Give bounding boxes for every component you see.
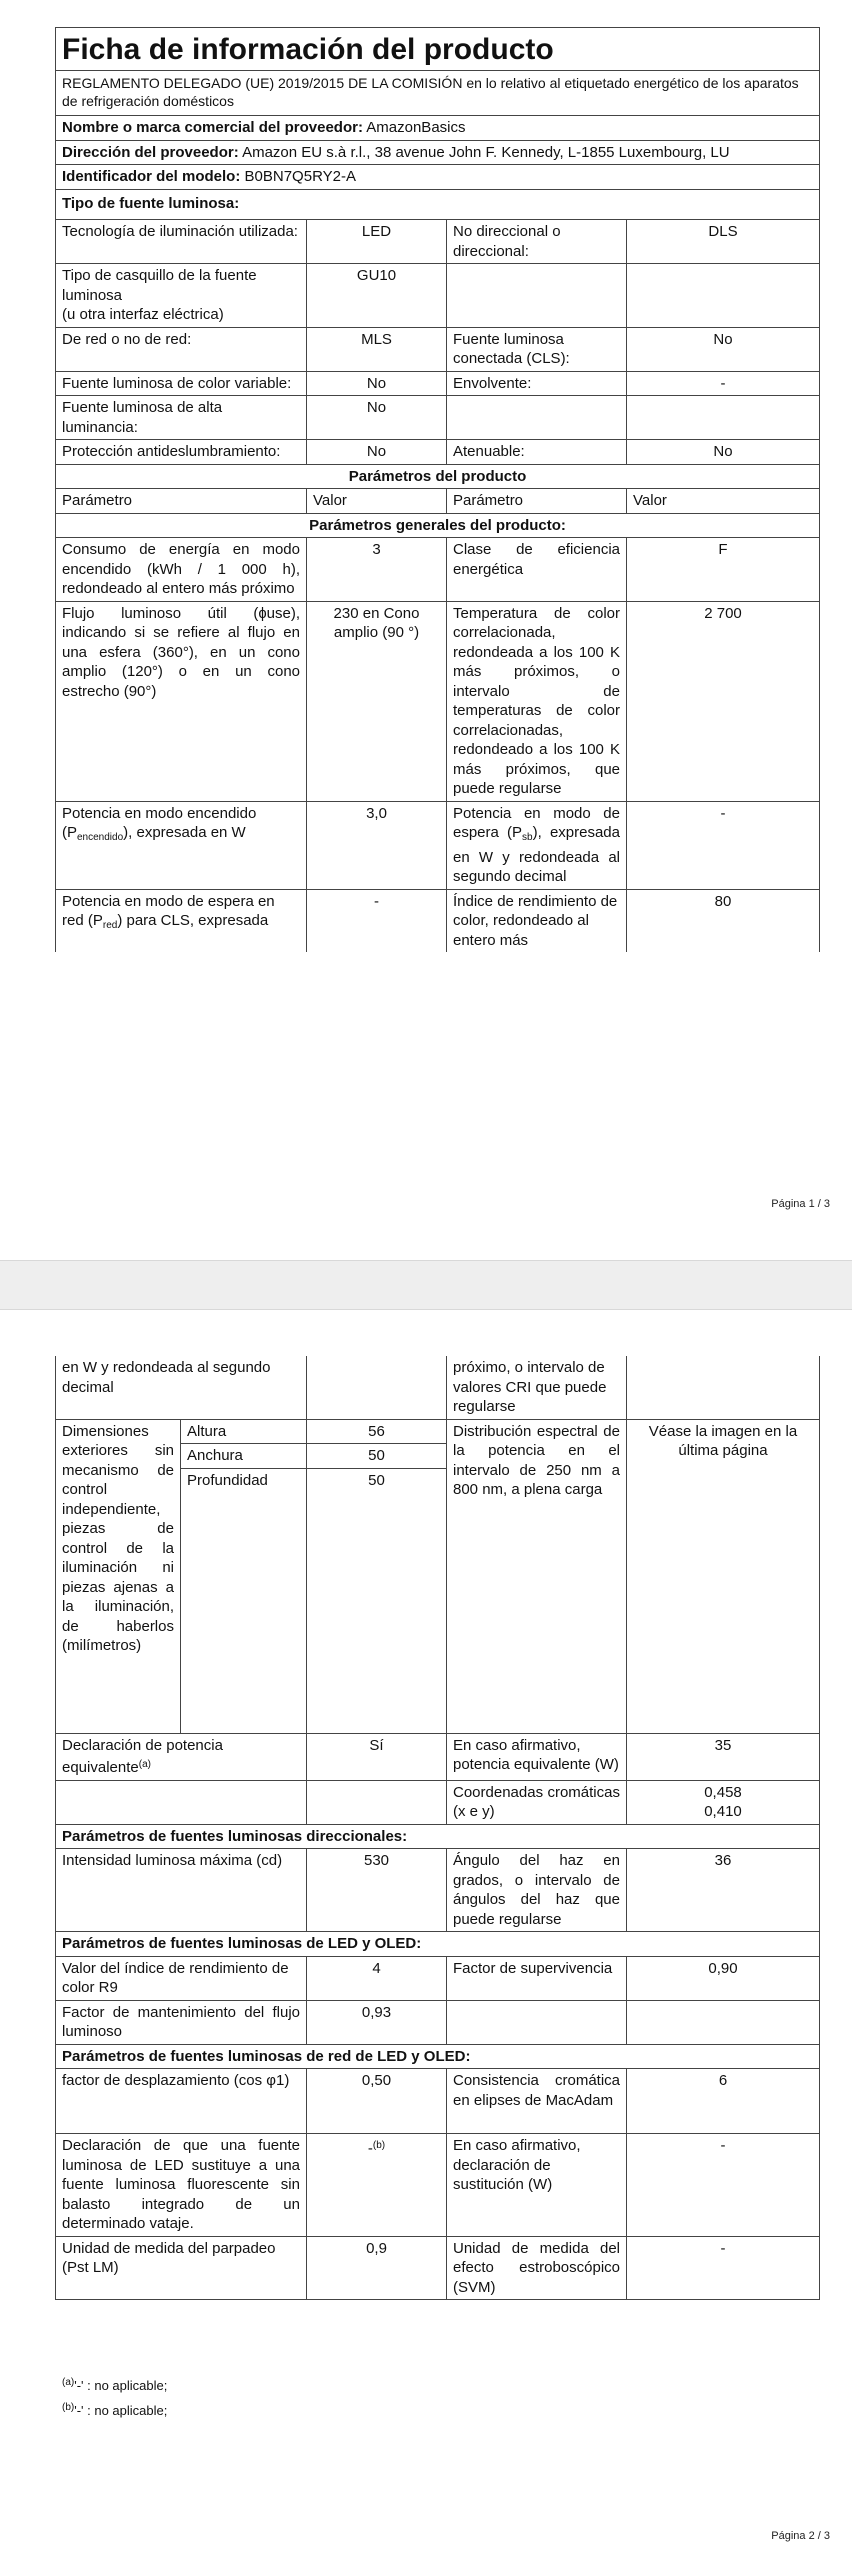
r9-label: Valor del índice de rendimiento de color R9 [56, 1956, 307, 2000]
light-source-type-heading: Tipo de fuente luminosa: [56, 189, 820, 220]
type-row [56, 220, 820, 264]
standby-value: - [627, 801, 820, 889]
col-header-param: Parámetro [56, 489, 307, 514]
type-label-1: Protección antideslumbramiento: [56, 440, 307, 465]
chromaticity-y: 0,410 [704, 1803, 742, 1820]
cri-label: Índice de rendimiento de color, redondeado al entero más [447, 889, 627, 952]
power-on-label-post: ), expresada en W [123, 824, 246, 841]
footnote-b [62, 2398, 167, 2421]
type-label-2: No direccional o direccional: [447, 220, 627, 264]
type-label-1: Fuente luminosa de color variable: [56, 371, 307, 396]
displacement-factor-value: 0,50 [307, 2069, 447, 2134]
color-consistency-label: Consistencia cromática en elipses de MacAdam [447, 2069, 627, 2134]
product-params-heading: Parámetros del producto [56, 464, 820, 489]
product-info-table-part2 [55, 1356, 820, 2300]
footnote-a-mark: (a) [62, 2377, 75, 2388]
replacement-claim-dash: - [367, 2140, 373, 2157]
network-standby-label [56, 889, 307, 952]
standby-label [447, 801, 627, 889]
type-value-1: LED [307, 220, 447, 264]
cap-type-label-extra: (u otra interfaz eléctrica) [62, 306, 224, 323]
supplier-name-label: Nombre o marca comercial del proveedor: [62, 119, 363, 136]
spectral-distribution-value: Véase la imagen en la última página [627, 1419, 820, 1733]
efficiency-class-label: Clase de eficiencia energética [447, 538, 627, 602]
equivalent-power-w-value: 35 [627, 1733, 820, 1780]
r9-value: 4 [307, 1956, 447, 2000]
directional-row [56, 1849, 820, 1932]
type-label-1: De red o no de red: [56, 327, 307, 371]
dimension-value: 50 [307, 1468, 447, 1733]
type-label-2 [447, 396, 627, 440]
cri-value: 80 [627, 889, 820, 952]
directional-heading: Parámetros de fuentes luminosas direccionales: [56, 1824, 820, 1849]
chromaticity-value [627, 1780, 820, 1824]
type-value-2: DLS [627, 220, 820, 264]
lumen-maintenance-label: Factor de mantenimiento del flujo luminoso [56, 2000, 307, 2044]
type-row [56, 264, 820, 328]
page-separator [0, 1260, 852, 1310]
flicker-label: Unidad de medida del parpadeo (Pst LM) [56, 2236, 307, 2300]
type-row [56, 440, 820, 465]
model-row [56, 165, 820, 190]
led-row [56, 1956, 820, 2000]
equivalent-power-row [56, 1733, 820, 1780]
beam-angle-value: 36 [627, 1849, 820, 1932]
luminous-flux-value: 230 en Cono amplio (90 °) [307, 601, 447, 801]
type-value-1: GU10 [307, 264, 447, 328]
power-on-value: 3,0 [307, 801, 447, 889]
equivalent-power-label [56, 1733, 307, 1780]
equivalent-power-text: Declaración de potencia equivalente [62, 1736, 223, 1776]
mains-row [56, 2236, 820, 2300]
dimension-value: 56 [307, 1419, 447, 1444]
mains-led-heading: Parámetros de fuentes luminosas de red de LED y OLED: [56, 2044, 820, 2069]
footnote-b-text: '-' : no aplicable; [74, 2403, 168, 2418]
model-label: Identificador del modelo: [62, 168, 241, 185]
network-standby-label-post: ) para CLS, expresada [117, 912, 269, 929]
spectral-distribution-label: Distribución espectral de la potencia en el intervalo de 250 nm a 800 nm, a plena carga [447, 1419, 627, 1733]
footnote-b-mark: (b) [62, 2402, 75, 2413]
luminous-flux-label: Flujo luminoso útil (ɸuse), indicando si se refiere al flujo en una esfera (360°), en un cono amplio (120°) o en un cono estrecho (90°) [56, 601, 307, 801]
survival-factor-value: 0,90 [627, 1956, 820, 2000]
stroboscopic-value: - [627, 2236, 820, 2300]
standby-label-pre: Potencia en modo de espera (P [453, 804, 620, 841]
network-standby-subscript: red [102, 920, 118, 931]
mains-row [56, 2134, 820, 2237]
power-on-subscript: encendido [77, 832, 124, 843]
chromaticity-row [56, 1780, 820, 1824]
supplier-name-row [56, 116, 820, 141]
supplier-address-value: Amazon EU s.à r.l., 38 avenue John F. Kennedy, L-1855 Luxembourg, LU [242, 143, 730, 161]
stroboscopic-label: Unidad de medida del efecto estroboscópico (SVM) [447, 2236, 627, 2300]
type-row [56, 396, 820, 440]
lumen-maintenance-empty [447, 2000, 627, 2044]
type-value-2: - [627, 371, 820, 396]
general-row [56, 801, 820, 889]
chromaticity-empty [56, 1780, 307, 1824]
col-header-value: Valor [627, 489, 820, 514]
standby-subscript: sb [522, 832, 533, 843]
efficiency-class-value: F [627, 538, 820, 602]
document-title: Ficha de información del producto [56, 28, 820, 71]
power-on-label-pre: Potencia en modo encendido (P [62, 804, 257, 841]
cri-label-cont: próximo, o intervalo de valores CRI que puede regularse [447, 1356, 627, 1419]
type-value-1: No [307, 371, 447, 396]
chromaticity-label: Coordenadas cromáticas (x e y) [447, 1780, 627, 1824]
dimension-value: 50 [307, 1444, 447, 1469]
mains-row [56, 2069, 820, 2134]
replacement-claim-value [307, 2134, 447, 2237]
type-label-1: Tecnología de iluminación utilizada: [56, 220, 307, 264]
document-page-2 [0, 1310, 852, 2560]
equivalent-power-value: Sí [307, 1733, 447, 1780]
color-temperature-label: Temperatura de color correlacionada, redondeada a los 100 K más próximos, o intervalo de temperaturas de color correlacionadas, redondeado a los 100 K más próximos, que puede regularse [447, 601, 627, 801]
led-heading: Parámetros de fuentes luminosas de LED y OLED: [56, 1932, 820, 1957]
max-intensity-label: Intensidad luminosa máxima (cd) [56, 1849, 307, 1932]
continued-row [56, 1356, 820, 1419]
dimensions-label: Dimensiones exteriores sin mecanismo de control independiente, piezas de control de la iluminación ni piezas ajenas a la iluminación, de haberlos (milímetros) [56, 1419, 181, 1733]
supplier-name-value: AmazonBasics [366, 119, 466, 136]
type-value-2 [627, 396, 820, 440]
chromaticity-empty-value [307, 1780, 447, 1824]
standby-label-post: ), expresada en W y redondeada al segundo decimal [453, 824, 620, 885]
supplier-address-row [56, 140, 820, 165]
color-consistency-value: 6 [627, 2069, 820, 2134]
network-standby-value: - [307, 889, 447, 952]
type-label-2: Envolvente: [447, 371, 627, 396]
flicker-value: 0,9 [307, 2236, 447, 2300]
footnote-mark-a: (a) [138, 1759, 151, 1770]
model-value: B0BN7Q5RY2-A [244, 168, 356, 185]
general-row [56, 538, 820, 602]
type-value-2 [627, 264, 820, 328]
dimension-name: Profundidad [181, 1468, 307, 1733]
regulation-text: REGLAMENTO DELEGADO (UE) 2019/2015 DE LA COMISIÓN en lo relativo al etiquetado energético de los aparatos de refrigeración domésticos [56, 71, 820, 116]
supplier-address-label: Dirección del proveedor: [62, 143, 239, 161]
cap-type-label: Tipo de casquillo de la fuente luminosa [62, 267, 257, 304]
col-header-value: Valor [307, 489, 447, 514]
general-params-heading: Parámetros generales del producto: [56, 513, 820, 538]
dimension-name: Altura [181, 1419, 307, 1444]
energy-consumption-value: 3 [307, 538, 447, 602]
type-row [56, 371, 820, 396]
energy-consumption-label: Consumo de energía en modo encendido (kWh / 1 000 h), redondeado al entero más próximo [56, 538, 307, 602]
page-number: Página 2 / 3 [771, 2530, 830, 2542]
dimension-name: Anchura [181, 1444, 307, 1469]
type-label-1: Fuente luminosa de alta luminancia: [56, 396, 307, 440]
page-number: Página 1 / 3 [771, 1198, 830, 1210]
product-info-table-part1 [55, 27, 820, 952]
general-row [56, 889, 820, 952]
network-standby-label-pre: Potencia en modo de espera en red (P [62, 892, 275, 929]
equivalent-power-w-label: En caso afirmativo, potencia equivalente (W) [447, 1733, 627, 1780]
power-on-label [56, 801, 307, 889]
replacement-w-value: - [627, 2134, 820, 2237]
footnote-mark-b: (b) [372, 2140, 386, 2151]
footnote-a [62, 2373, 167, 2396]
beam-angle-label: Ángulo del haz en grados, o intervalo de ángulos del haz que puede regularse [447, 1849, 627, 1932]
lumen-maintenance-empty-value [627, 2000, 820, 2044]
footnote-a-text: '-' : no aplicable; [74, 2378, 168, 2393]
type-label-2: Atenuable: [447, 440, 627, 465]
type-label-2: Fuente luminosa conectada (CLS): [447, 327, 627, 371]
cri-value-cont [627, 1356, 820, 1419]
replacement-claim-label: Declaración de que una fuente luminosa de LED sustituye a una fuente luminosa fluorescente sin balasto integrado de un determinado vataje. [56, 2134, 307, 2237]
network-standby-label-cont: en W y redondeada al segundo decimal [56, 1356, 307, 1419]
column-header-row [56, 489, 820, 514]
lumen-maintenance-value: 0,93 [307, 2000, 447, 2044]
chromaticity-x: 0,458 [704, 1783, 742, 1801]
document-page-1 [0, 0, 852, 1260]
type-value-2: No [627, 440, 820, 465]
type-value-1: No [307, 396, 447, 440]
replacement-w-label: En caso afirmativo, declaración de sustitución (W) [447, 2134, 627, 2237]
color-temperature-value: 2 700 [627, 601, 820, 801]
type-value-2: No [627, 327, 820, 371]
type-row [56, 327, 820, 371]
max-intensity-value: 530 [307, 1849, 447, 1932]
network-standby-value-cont [307, 1356, 447, 1419]
type-label-1 [56, 264, 307, 328]
type-value-1: MLS [307, 327, 447, 371]
type-value-1: No [307, 440, 447, 465]
type-label-2 [447, 264, 627, 328]
led-row [56, 2000, 820, 2044]
col-header-param: Parámetro [447, 489, 627, 514]
survival-factor-label: Factor de supervivencia [447, 1956, 627, 2000]
displacement-factor-label: factor de desplazamiento (cos φ1) [56, 2069, 307, 2134]
dimensions-row [56, 1419, 820, 1444]
general-row [56, 601, 820, 801]
